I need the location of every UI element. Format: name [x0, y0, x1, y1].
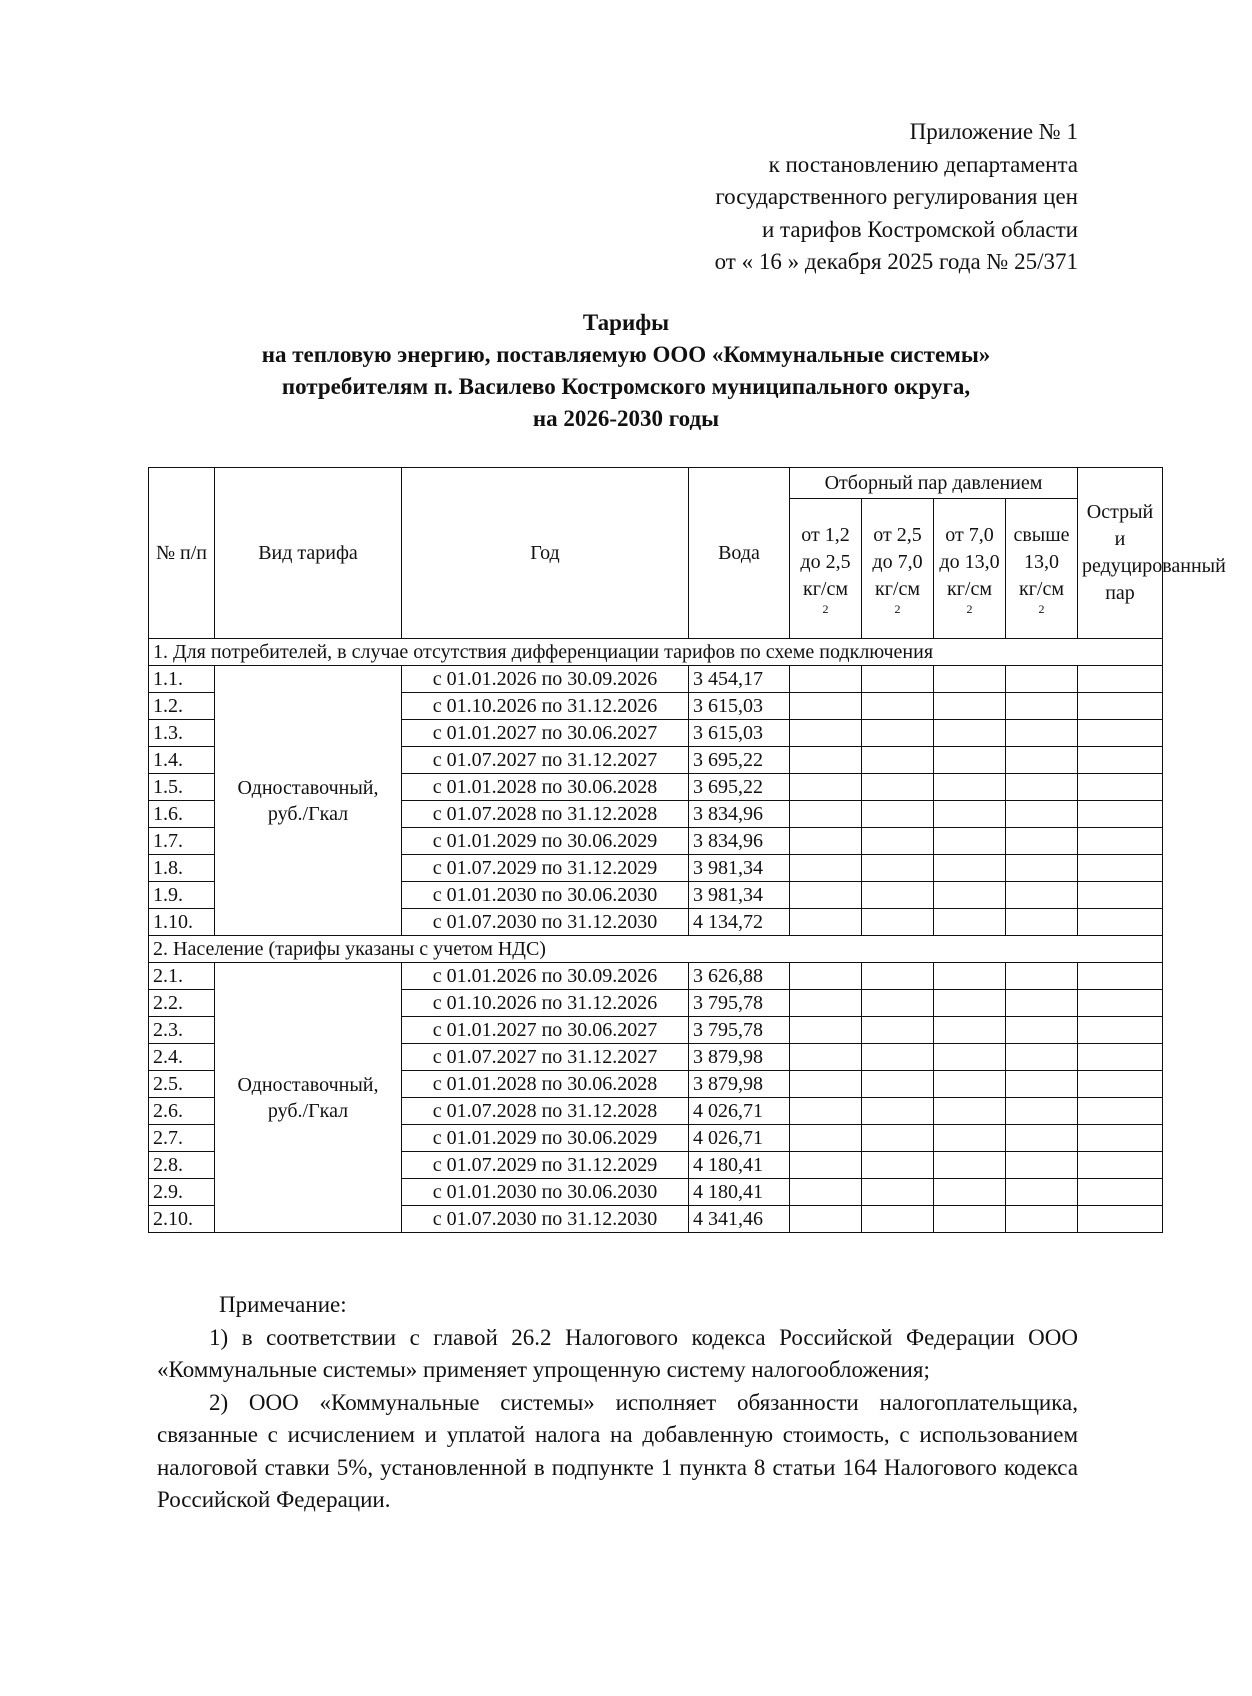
header-steam-1: от 1,2 до 2,5 кг/см 2: [790, 499, 862, 639]
tariff-kind: Одноставочный, руб./Гкал: [215, 963, 402, 1233]
row-water: 3 834,96: [689, 828, 790, 855]
row-period: с 01.01.2026 по 30.09.2026: [402, 666, 689, 693]
appendix-line: государственного регулирования цен: [715, 184, 1078, 209]
empty-cell: [790, 1098, 862, 1125]
empty-cell: [862, 666, 934, 693]
row-num: 1.9.: [149, 882, 215, 909]
empty-cell: [790, 963, 862, 990]
empty-cell: [790, 801, 862, 828]
row-water: 4 180,41: [689, 1152, 790, 1179]
empty-cell: [934, 666, 1006, 693]
empty-cell: [790, 1044, 862, 1071]
empty-cell: [862, 801, 934, 828]
title-line: на тепловую энергию, поставляемую ООО «Коммунальные системы»: [261, 342, 991, 367]
appendix-header: [478, 116, 1078, 279]
row-period: с 01.01.2030 по 30.06.2030: [402, 882, 689, 909]
row-water: 3 695,22: [689, 747, 790, 774]
header-sharp-steam: Острый и редуцированный пар: [1078, 468, 1163, 639]
empty-cell: [1078, 1179, 1163, 1206]
row-num: 2.7.: [149, 1125, 215, 1152]
empty-cell: [1006, 1044, 1078, 1071]
row-water: 3 695,22: [689, 774, 790, 801]
empty-cell: [790, 882, 862, 909]
empty-cell: [1006, 1017, 1078, 1044]
row-num: 2.1.: [149, 963, 215, 990]
row-num: 2.9.: [149, 1179, 215, 1206]
header-num: № п/п: [149, 468, 215, 639]
empty-cell: [1006, 1179, 1078, 1206]
empty-cell: [1006, 990, 1078, 1017]
row-water: 3 879,98: [689, 1071, 790, 1098]
empty-cell: [790, 1152, 862, 1179]
empty-cell: [1006, 855, 1078, 882]
section-1-header: [149, 639, 1163, 666]
empty-cell: [1078, 1098, 1163, 1125]
empty-cell: [934, 720, 1006, 747]
empty-cell: [934, 1152, 1006, 1179]
empty-cell: [790, 693, 862, 720]
empty-cell: [790, 855, 862, 882]
table-row: [149, 666, 1163, 693]
empty-cell: [790, 720, 862, 747]
tariff-kind: Одноставочный, руб./Гкал: [215, 666, 402, 936]
empty-cell: [1006, 801, 1078, 828]
empty-cell: [862, 963, 934, 990]
row-period: с 01.01.2026 по 30.09.2026: [402, 963, 689, 990]
empty-cell: [934, 1125, 1006, 1152]
row-water: 3 795,78: [689, 990, 790, 1017]
row-period: с 01.07.2028 по 31.12.2028: [402, 801, 689, 828]
empty-cell: [934, 855, 1006, 882]
row-water: 3 795,78: [689, 1017, 790, 1044]
empty-cell: [934, 1044, 1006, 1071]
empty-cell: [1078, 1125, 1163, 1152]
document-title: [0, 307, 1252, 435]
empty-cell: [790, 1179, 862, 1206]
empty-cell: [862, 747, 934, 774]
empty-cell: [934, 1071, 1006, 1098]
row-period: с 01.01.2027 по 30.06.2027: [402, 1017, 689, 1044]
row-num: 2.3.: [149, 1017, 215, 1044]
row-water: 3 834,96: [689, 801, 790, 828]
empty-cell: [862, 720, 934, 747]
empty-cell: [862, 990, 934, 1017]
empty-cell: [790, 747, 862, 774]
empty-cell: [1006, 666, 1078, 693]
empty-cell: [862, 828, 934, 855]
empty-cell: [790, 1125, 862, 1152]
row-num: 1.5.: [149, 774, 215, 801]
empty-cell: [1078, 774, 1163, 801]
empty-cell: [862, 855, 934, 882]
row-num: 2.5.: [149, 1071, 215, 1098]
empty-cell: [1006, 747, 1078, 774]
row-period: с 01.01.2030 по 30.06.2030: [402, 1179, 689, 1206]
notes-block: [157, 1289, 1078, 1517]
row-period: с 01.10.2026 по 31.12.2026: [402, 693, 689, 720]
empty-cell: [1078, 801, 1163, 828]
header-year: Год: [402, 468, 689, 639]
row-num: 1.8.: [149, 855, 215, 882]
row-period: с 01.01.2029 по 30.06.2029: [402, 828, 689, 855]
row-period: с 01.07.2030 по 31.12.2030: [402, 1206, 689, 1233]
empty-cell: [862, 1125, 934, 1152]
empty-cell: [934, 1179, 1006, 1206]
empty-cell: [1078, 990, 1163, 1017]
table-row: [149, 963, 1163, 990]
empty-cell: [1078, 1071, 1163, 1098]
empty-cell: [790, 1206, 862, 1233]
row-period: с 01.07.2027 по 31.12.2027: [402, 1044, 689, 1071]
row-num: 2.8.: [149, 1152, 215, 1179]
row-num: 2.4.: [149, 1044, 215, 1071]
title-line: на 2026-2030 годы: [532, 406, 720, 431]
header-kind: Вид тарифа: [215, 468, 402, 639]
empty-cell: [1006, 1098, 1078, 1125]
empty-cell: [934, 747, 1006, 774]
header-steam-group: Отборный пар давлением: [790, 468, 1078, 499]
row-num: 1.2.: [149, 693, 215, 720]
row-period: с 01.07.2030 по 31.12.2030: [402, 909, 689, 936]
header-water: Вода: [689, 468, 790, 639]
appendix-line: от « 16 » декабря 2025 года № 25/371: [714, 249, 1078, 274]
row-water: 3 626,88: [689, 963, 790, 990]
empty-cell: [1078, 1017, 1163, 1044]
row-num: 1.1.: [149, 666, 215, 693]
empty-cell: [934, 828, 1006, 855]
row-period: с 01.01.2028 по 30.06.2028: [402, 774, 689, 801]
header-steam-2: от 2,5 до 7,0 кг/см 2: [862, 499, 934, 639]
header-steam-4: свыше 13,0 кг/см 2: [1006, 499, 1078, 639]
title-line: Тарифы: [582, 310, 670, 335]
empty-cell: [1078, 1044, 1163, 1071]
row-period: с 01.07.2029 по 31.12.2029: [402, 855, 689, 882]
appendix-line: к постановлению департамента: [768, 151, 1078, 177]
note-item: 2) ООО «Коммунальные системы» исполняет обязанности налогоплательщика, связанные с исчислением и уплатой налога на добавленную стоимость, с использованием налоговой ставки 5%, установленной в подпункте 1 пункта 8 статьи 164 Налогового кодекса Российской Федерации.: [157, 1389, 1078, 1512]
row-water: 3 615,03: [689, 693, 790, 720]
empty-cell: [1078, 693, 1163, 720]
empty-cell: [1078, 882, 1163, 909]
empty-cell: [934, 693, 1006, 720]
empty-cell: [1006, 720, 1078, 747]
empty-cell: [1006, 1071, 1078, 1098]
empty-cell: [1078, 1152, 1163, 1179]
empty-cell: [1078, 747, 1163, 774]
empty-cell: [934, 801, 1006, 828]
section-2-header: [149, 936, 1163, 963]
empty-cell: [1078, 909, 1163, 936]
empty-cell: [862, 909, 934, 936]
row-water: 4 134,72: [689, 909, 790, 936]
row-period: с 01.07.2028 по 31.12.2028: [402, 1098, 689, 1125]
row-water: 4 180,41: [689, 1179, 790, 1206]
row-period: с 01.01.2029 по 30.06.2029: [402, 1125, 689, 1152]
row-water: 3 879,98: [689, 1044, 790, 1071]
empty-cell: [934, 1017, 1006, 1044]
empty-cell: [1006, 1125, 1078, 1152]
empty-cell: [790, 990, 862, 1017]
empty-cell: [934, 1206, 1006, 1233]
row-num: 1.3.: [149, 720, 215, 747]
row-num: 1.10.: [149, 909, 215, 936]
empty-cell: [862, 1017, 934, 1044]
tariff-table: [148, 467, 1226, 1233]
row-period: с 01.07.2027 по 31.12.2027: [402, 747, 689, 774]
row-period: с 01.01.2027 по 30.06.2027: [402, 720, 689, 747]
empty-cell: [1078, 720, 1163, 747]
appendix-line: Приложение № 1: [909, 119, 1078, 144]
empty-cell: [790, 828, 862, 855]
row-num: 1.6.: [149, 801, 215, 828]
empty-cell: [790, 909, 862, 936]
empty-cell: [1078, 1206, 1163, 1233]
empty-cell: [934, 882, 1006, 909]
empty-cell: [934, 909, 1006, 936]
empty-cell: [1006, 882, 1078, 909]
empty-cell: [934, 774, 1006, 801]
empty-cell: [790, 774, 862, 801]
row-water: 3 615,03: [689, 720, 790, 747]
empty-cell: [1078, 963, 1163, 990]
notes-heading: Примечание:: [219, 1292, 347, 1317]
row-num: 1.4.: [149, 747, 215, 774]
row-water: 3 981,34: [689, 855, 790, 882]
section-title: 2. Население (тарифы указаны с учетом НДС): [149, 936, 1163, 963]
note-item: 1) в соответствии с главой 26.2 Налогового кодекса Российской Федерации ООО «Коммунальные системы» применяет упрощенную систему налогообложения;: [157, 1324, 1078, 1382]
empty-cell: [862, 1206, 934, 1233]
empty-cell: [1006, 1206, 1078, 1233]
row-period: с 01.01.2028 по 30.06.2028: [402, 1071, 689, 1098]
empty-cell: [862, 1098, 934, 1125]
row-water: 4 341,46: [689, 1206, 790, 1233]
empty-cell: [1006, 693, 1078, 720]
row-period: с 01.10.2026 по 31.12.2026: [402, 990, 689, 1017]
empty-cell: [934, 1098, 1006, 1125]
empty-cell: [1078, 828, 1163, 855]
header-steam-3: от 7,0 до 13,0 кг/см 2: [934, 499, 1006, 639]
row-water: 4 026,71: [689, 1125, 790, 1152]
empty-cell: [1006, 774, 1078, 801]
empty-cell: [862, 1071, 934, 1098]
empty-cell: [1078, 855, 1163, 882]
empty-cell: [790, 666, 862, 693]
empty-cell: [790, 1071, 862, 1098]
section-title: 1. Для потребителей, в случае отсутствия дифференциации тарифов по схеме подключения: [149, 639, 1163, 666]
empty-cell: [1006, 963, 1078, 990]
appendix-line: и тарифов Костромской области: [761, 216, 1078, 242]
title-line: потребителям п. Василево Костромского муниципального округа,: [281, 374, 971, 399]
empty-cell: [862, 1179, 934, 1206]
empty-cell: [862, 1044, 934, 1071]
empty-cell: [862, 1152, 934, 1179]
row-num: 2.2.: [149, 990, 215, 1017]
empty-cell: [934, 990, 1006, 1017]
row-water: 3 454,17: [689, 666, 790, 693]
row-num: 1.7.: [149, 828, 215, 855]
row-water: 3 981,34: [689, 882, 790, 909]
empty-cell: [934, 963, 1006, 990]
empty-cell: [1006, 1152, 1078, 1179]
empty-cell: [862, 882, 934, 909]
empty-cell: [1078, 666, 1163, 693]
empty-cell: [790, 1017, 862, 1044]
empty-cell: [862, 693, 934, 720]
empty-cell: [862, 774, 934, 801]
empty-cell: [1006, 828, 1078, 855]
row-water: 4 026,71: [689, 1098, 790, 1125]
empty-cell: [1006, 909, 1078, 936]
row-num: 2.10.: [149, 1206, 215, 1233]
row-num: 2.6.: [149, 1098, 215, 1125]
row-period: с 01.07.2029 по 31.12.2029: [402, 1152, 689, 1179]
